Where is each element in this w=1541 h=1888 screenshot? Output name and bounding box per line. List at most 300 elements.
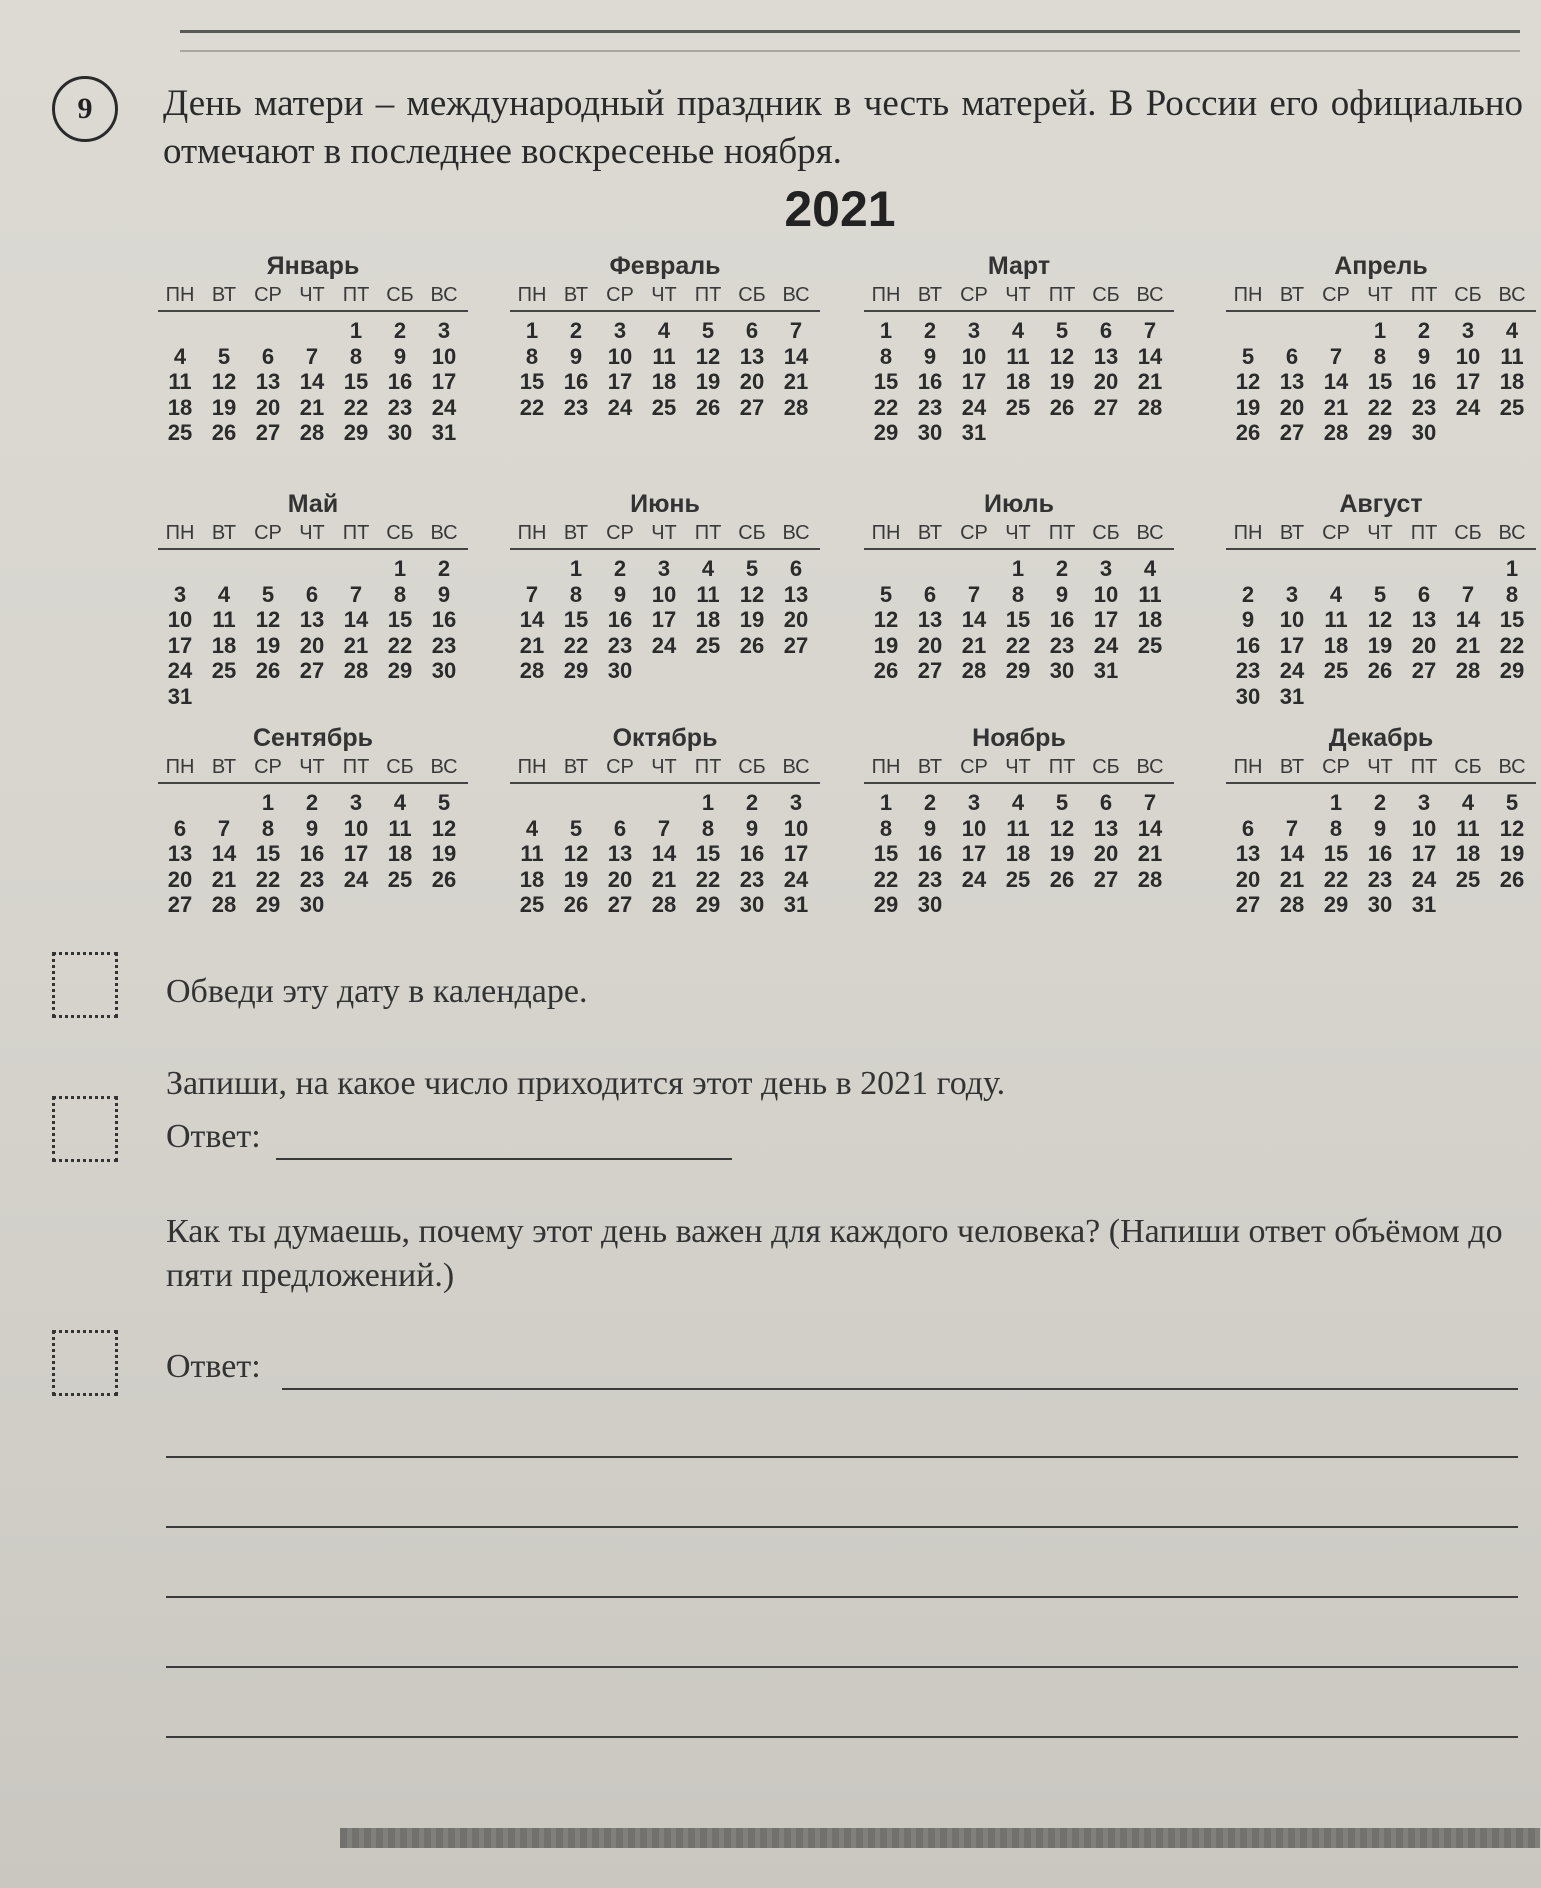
- day-cell[interactable]: 23: [1411, 394, 1437, 420]
- day-cell[interactable]: 8: [261, 815, 275, 841]
- day-cell[interactable]: 6: [1285, 343, 1299, 369]
- day-cell[interactable]: 3: [437, 318, 451, 343]
- day-cell[interactable]: 14: [961, 607, 987, 632]
- day-cell[interactable]: 27: [607, 892, 633, 917]
- day-cell[interactable]: 24: [1411, 866, 1437, 892]
- day-cell[interactable]: 3: [967, 790, 981, 815]
- day-cell[interactable]: 30: [299, 892, 325, 917]
- day-cell[interactable]: 18: [1005, 369, 1031, 394]
- day-cell[interactable]: 20: [607, 866, 633, 892]
- day-cell[interactable]: 15: [873, 369, 899, 394]
- day-cell[interactable]: 5: [745, 556, 759, 581]
- day-cell[interactable]: 18: [1005, 841, 1031, 866]
- day-cell[interactable]: 15: [695, 841, 721, 866]
- day-cell[interactable]: 24: [431, 394, 457, 420]
- day-cell[interactable]: 9: [305, 815, 319, 841]
- day-cell[interactable]: 23: [1235, 658, 1261, 683]
- day-cell[interactable]: 1: [525, 318, 539, 343]
- answer-line-3-1[interactable]: [282, 1388, 1518, 1390]
- day-cell[interactable]: 11: [696, 581, 720, 607]
- day-cell[interactable]: 10: [1411, 815, 1437, 841]
- day-cell[interactable]: 20: [1235, 866, 1261, 892]
- day-cell[interactable]: 2: [1417, 318, 1431, 343]
- day-cell[interactable]: 23: [607, 632, 633, 658]
- day-cell[interactable]: 18: [695, 607, 721, 632]
- day-cell[interactable]: 24: [1093, 632, 1119, 658]
- day-cell[interactable]: 26: [1367, 658, 1393, 683]
- day-cell[interactable]: 12: [1049, 815, 1075, 841]
- day-cell[interactable]: 1: [879, 790, 893, 815]
- day-cell[interactable]: 10: [1093, 581, 1119, 607]
- day-cell[interactable]: 3: [657, 556, 671, 581]
- day-cell[interactable]: 10: [167, 607, 193, 632]
- day-cell[interactable]: 16: [1411, 369, 1437, 394]
- day-cell[interactable]: 16: [917, 841, 943, 866]
- day-cell[interactable]: 29: [1499, 658, 1525, 683]
- day-cell[interactable]: 14: [1279, 841, 1305, 866]
- day-cell[interactable]: 28: [1455, 658, 1481, 683]
- day-cell[interactable]: 9: [1241, 607, 1255, 632]
- day-cell[interactable]: 29: [387, 658, 413, 683]
- day-cell[interactable]: 9: [569, 343, 583, 369]
- day-cell[interactable]: 18: [519, 866, 545, 892]
- day-cell[interactable]: 2: [923, 318, 937, 343]
- day-cell[interactable]: 12: [211, 369, 237, 394]
- day-cell[interactable]: 16: [1049, 607, 1075, 632]
- day-cell[interactable]: 24: [961, 394, 987, 420]
- day-cell[interactable]: 28: [1279, 892, 1305, 917]
- day-cell[interactable]: 13: [1279, 369, 1305, 394]
- day-cell[interactable]: 9: [1417, 343, 1431, 369]
- day-cell[interactable]: 4: [173, 343, 187, 369]
- day-cell[interactable]: 25: [1455, 866, 1481, 892]
- day-cell[interactable]: 24: [607, 394, 633, 420]
- day-cell[interactable]: 18: [211, 632, 237, 658]
- day-cell[interactable]: 9: [923, 343, 937, 369]
- day-cell[interactable]: 27: [1411, 658, 1437, 683]
- day-cell[interactable]: 12: [563, 841, 589, 866]
- day-cell[interactable]: 11: [388, 815, 412, 841]
- day-cell[interactable]: 8: [569, 581, 583, 607]
- day-cell[interactable]: 1: [1329, 790, 1343, 815]
- day-cell[interactable]: 4: [1461, 790, 1475, 815]
- day-cell[interactable]: 21: [299, 394, 325, 420]
- day-cell[interactable]: 4: [1011, 318, 1025, 343]
- day-cell[interactable]: 13: [607, 841, 633, 866]
- day-cell[interactable]: 22: [563, 632, 589, 658]
- day-cell[interactable]: 11: [1006, 343, 1030, 369]
- day-cell[interactable]: 5: [701, 318, 715, 343]
- day-cell[interactable]: 8: [1373, 343, 1387, 369]
- day-cell[interactable]: 18: [387, 841, 413, 866]
- day-cell[interactable]: 23: [431, 632, 457, 658]
- day-cell[interactable]: 6: [305, 581, 319, 607]
- day-cell[interactable]: 30: [917, 892, 943, 917]
- day-cell[interactable]: 6: [1417, 581, 1431, 607]
- day-cell[interactable]: 8: [1505, 581, 1519, 607]
- day-cell[interactable]: 14: [211, 841, 237, 866]
- day-cell[interactable]: 31: [961, 420, 987, 445]
- day-cell[interactable]: 8: [349, 343, 363, 369]
- day-cell[interactable]: 10: [961, 343, 987, 369]
- day-cell[interactable]: 5: [1373, 581, 1387, 607]
- day-cell[interactable]: 25: [167, 420, 193, 445]
- day-cell[interactable]: 23: [1049, 632, 1075, 658]
- day-cell[interactable]: 21: [1137, 841, 1163, 866]
- day-cell[interactable]: 5: [569, 815, 583, 841]
- day-cell[interactable]: 2: [1055, 556, 1069, 581]
- day-cell[interactable]: 24: [1455, 394, 1481, 420]
- day-cell[interactable]: 6: [1099, 318, 1113, 343]
- day-cell[interactable]: 16: [1367, 841, 1393, 866]
- day-cell[interactable]: 25: [211, 658, 237, 683]
- day-cell[interactable]: 12: [1235, 369, 1261, 394]
- day-cell[interactable]: 29: [1323, 892, 1349, 917]
- day-cell[interactable]: 2: [745, 790, 759, 815]
- answer-line-3-2[interactable]: [166, 1456, 1518, 1458]
- day-cell[interactable]: 28: [1323, 420, 1349, 445]
- day-cell[interactable]: 30: [431, 658, 457, 683]
- day-cell[interactable]: 13: [167, 841, 193, 866]
- day-cell[interactable]: 26: [211, 420, 237, 445]
- day-cell[interactable]: 21: [343, 632, 369, 658]
- day-cell[interactable]: 13: [299, 607, 325, 632]
- day-cell[interactable]: 4: [393, 790, 407, 815]
- day-cell[interactable]: 1: [1373, 318, 1387, 343]
- day-cell[interactable]: 6: [613, 815, 627, 841]
- day-cell[interactable]: 29: [343, 420, 369, 445]
- day-cell[interactable]: 1: [261, 790, 275, 815]
- answer-line-3-3[interactable]: [166, 1526, 1518, 1528]
- day-cell[interactable]: 4: [525, 815, 539, 841]
- day-cell[interactable]: 12: [1049, 343, 1075, 369]
- day-cell[interactable]: 15: [343, 369, 369, 394]
- day-cell[interactable]: 29: [1367, 420, 1393, 445]
- day-cell[interactable]: 23: [739, 866, 765, 892]
- day-cell[interactable]: 18: [1323, 632, 1349, 658]
- day-cell[interactable]: 17: [783, 841, 809, 866]
- day-cell[interactable]: 5: [1055, 318, 1069, 343]
- day-cell[interactable]: 26: [873, 658, 899, 683]
- day-cell[interactable]: 30: [917, 420, 943, 445]
- day-cell[interactable]: 6: [1099, 790, 1113, 815]
- day-cell[interactable]: 11: [1006, 815, 1030, 841]
- day-cell[interactable]: 5: [437, 790, 451, 815]
- day-cell[interactable]: 12: [695, 343, 721, 369]
- day-cell[interactable]: 1: [879, 318, 893, 343]
- day-cell[interactable]: 9: [393, 343, 407, 369]
- day-cell[interactable]: 9: [613, 581, 627, 607]
- day-cell[interactable]: 26: [431, 866, 457, 892]
- day-cell[interactable]: 10: [607, 343, 633, 369]
- day-cell[interactable]: 9: [437, 581, 451, 607]
- day-cell[interactable]: 11: [1138, 581, 1162, 607]
- day-cell[interactable]: 26: [1049, 394, 1075, 420]
- day-cell[interactable]: 30: [1367, 892, 1393, 917]
- day-cell[interactable]: 24: [343, 866, 369, 892]
- day-cell[interactable]: 23: [917, 394, 943, 420]
- day-cell[interactable]: 17: [1411, 841, 1437, 866]
- day-cell[interactable]: 30: [739, 892, 765, 917]
- day-cell[interactable]: 14: [1137, 343, 1163, 369]
- day-cell[interactable]: 7: [789, 318, 803, 343]
- day-cell[interactable]: 30: [1235, 683, 1261, 709]
- answer-line-3-4[interactable]: [166, 1596, 1518, 1598]
- day-cell[interactable]: 21: [519, 632, 545, 658]
- day-cell[interactable]: 4: [1143, 556, 1157, 581]
- day-cell[interactable]: 1: [569, 556, 583, 581]
- day-cell[interactable]: 13: [917, 607, 943, 632]
- day-cell[interactable]: 8: [525, 343, 539, 369]
- day-cell[interactable]: 10: [1279, 607, 1305, 632]
- day-cell[interactable]: 13: [783, 581, 809, 607]
- day-cell[interactable]: 8: [393, 581, 407, 607]
- day-cell[interactable]: 2: [1241, 581, 1255, 607]
- day-cell[interactable]: 19: [1367, 632, 1393, 658]
- day-cell[interactable]: 20: [255, 394, 281, 420]
- day-cell[interactable]: 19: [211, 394, 237, 420]
- day-cell[interactable]: 6: [261, 343, 275, 369]
- answer-line-3-5[interactable]: [166, 1666, 1518, 1668]
- day-cell[interactable]: 22: [1499, 632, 1525, 658]
- score-box-1[interactable]: [52, 952, 118, 1018]
- day-cell[interactable]: 2: [613, 556, 627, 581]
- day-cell[interactable]: 10: [961, 815, 987, 841]
- day-cell[interactable]: 3: [173, 581, 187, 607]
- day-cell[interactable]: 18: [167, 394, 193, 420]
- day-cell[interactable]: 15: [255, 841, 281, 866]
- day-cell[interactable]: 24: [167, 658, 193, 683]
- day-cell[interactable]: 3: [1461, 318, 1475, 343]
- day-cell[interactable]: 14: [1323, 369, 1349, 394]
- day-cell[interactable]: 26: [1235, 420, 1261, 445]
- day-cell[interactable]: 18: [651, 369, 677, 394]
- day-cell[interactable]: 9: [1373, 815, 1387, 841]
- day-cell[interactable]: 26: [1499, 866, 1525, 892]
- day-cell[interactable]: 15: [1499, 607, 1525, 632]
- day-cell[interactable]: 31: [431, 420, 457, 445]
- day-cell[interactable]: 6: [923, 581, 937, 607]
- day-cell[interactable]: 2: [305, 790, 319, 815]
- day-cell[interactable]: 23: [563, 394, 589, 420]
- day-cell[interactable]: 3: [349, 790, 363, 815]
- day-cell[interactable]: 9: [1055, 581, 1069, 607]
- day-cell[interactable]: 26: [739, 632, 765, 658]
- day-cell[interactable]: 22: [519, 394, 545, 420]
- day-cell[interactable]: 7: [1461, 581, 1475, 607]
- day-cell[interactable]: 16: [917, 369, 943, 394]
- day-cell[interactable]: 22: [1367, 394, 1393, 420]
- day-cell[interactable]: 11: [652, 343, 676, 369]
- day-cell[interactable]: 21: [211, 866, 237, 892]
- day-cell[interactable]: 17: [961, 369, 987, 394]
- day-cell[interactable]: 8: [701, 815, 715, 841]
- day-cell[interactable]: 7: [1329, 343, 1343, 369]
- day-cell[interactable]: 21: [783, 369, 809, 394]
- day-cell[interactable]: 30: [607, 658, 633, 683]
- day-cell[interactable]: 7: [1285, 815, 1299, 841]
- day-cell[interactable]: 23: [387, 394, 413, 420]
- day-cell[interactable]: 18: [1455, 841, 1481, 866]
- day-cell[interactable]: 12: [873, 607, 899, 632]
- day-cell[interactable]: 7: [305, 343, 319, 369]
- day-cell[interactable]: 30: [1049, 658, 1075, 683]
- day-cell[interactable]: 4: [1329, 581, 1343, 607]
- day-cell[interactable]: 19: [739, 607, 765, 632]
- day-cell[interactable]: 27: [783, 632, 809, 658]
- day-cell[interactable]: 17: [343, 841, 369, 866]
- day-cell[interactable]: 10: [431, 343, 457, 369]
- day-cell[interactable]: 11: [1500, 343, 1524, 369]
- day-cell[interactable]: 13: [255, 369, 281, 394]
- day-cell[interactable]: 1: [349, 318, 363, 343]
- day-cell[interactable]: 4: [1505, 318, 1519, 343]
- day-cell[interactable]: 28: [1137, 866, 1163, 892]
- day-cell[interactable]: 20: [299, 632, 325, 658]
- day-cell[interactable]: 27: [739, 394, 765, 420]
- day-cell[interactable]: 28: [211, 892, 237, 917]
- day-cell[interactable]: 7: [657, 815, 671, 841]
- day-cell[interactable]: 28: [961, 658, 987, 683]
- day-cell[interactable]: 25: [651, 394, 677, 420]
- day-cell[interactable]: 10: [651, 581, 677, 607]
- day-cell[interactable]: 15: [563, 607, 589, 632]
- day-cell[interactable]: 27: [1093, 394, 1119, 420]
- day-cell[interactable]: 29: [873, 892, 899, 917]
- day-cell[interactable]: 16: [431, 607, 457, 632]
- day-cell[interactable]: 16: [607, 607, 633, 632]
- day-cell[interactable]: 16: [563, 369, 589, 394]
- day-cell[interactable]: 22: [1005, 632, 1031, 658]
- day-cell[interactable]: 27: [1093, 866, 1119, 892]
- day-cell[interactable]: 25: [387, 866, 413, 892]
- day-cell[interactable]: 8: [1329, 815, 1343, 841]
- day-cell[interactable]: 4: [1011, 790, 1025, 815]
- day-cell[interactable]: 21: [961, 632, 987, 658]
- day-cell[interactable]: 20: [783, 607, 809, 632]
- day-cell[interactable]: 13: [739, 343, 765, 369]
- day-cell[interactable]: 26: [563, 892, 589, 917]
- day-cell[interactable]: 21: [1455, 632, 1481, 658]
- day-cell[interactable]: 19: [1499, 841, 1525, 866]
- day-cell[interactable]: 10: [783, 815, 809, 841]
- day-cell[interactable]: 17: [1455, 369, 1481, 394]
- day-cell[interactable]: 22: [873, 866, 899, 892]
- day-cell[interactable]: 4: [217, 581, 231, 607]
- day-cell[interactable]: 7: [1143, 318, 1157, 343]
- day-cell[interactable]: 3: [1285, 581, 1299, 607]
- day-cell[interactable]: 23: [1367, 866, 1393, 892]
- day-cell[interactable]: 20: [739, 369, 765, 394]
- day-cell[interactable]: 13: [1411, 607, 1437, 632]
- day-cell[interactable]: 12: [1499, 815, 1525, 841]
- day-cell[interactable]: 1: [1505, 556, 1519, 581]
- answer-line-3-6[interactable]: [166, 1736, 1518, 1738]
- day-cell[interactable]: 28: [299, 420, 325, 445]
- day-cell[interactable]: 20: [167, 866, 193, 892]
- day-cell[interactable]: 14: [651, 841, 677, 866]
- day-cell[interactable]: 23: [917, 866, 943, 892]
- day-cell[interactable]: 31: [1093, 658, 1119, 683]
- answer-line-2[interactable]: [276, 1158, 732, 1160]
- day-cell[interactable]: 7: [349, 581, 363, 607]
- day-cell[interactable]: 16: [1235, 632, 1261, 658]
- day-cell[interactable]: 19: [695, 369, 721, 394]
- day-cell[interactable]: 3: [1417, 790, 1431, 815]
- day-cell[interactable]: 29: [255, 892, 281, 917]
- day-cell[interactable]: 14: [783, 343, 809, 369]
- day-cell[interactable]: 31: [783, 892, 809, 917]
- day-cell[interactable]: 15: [873, 841, 899, 866]
- day-cell[interactable]: 25: [519, 892, 545, 917]
- day-cell[interactable]: 23: [299, 866, 325, 892]
- day-cell[interactable]: 22: [695, 866, 721, 892]
- day-cell[interactable]: 20: [1093, 369, 1119, 394]
- day-cell[interactable]: 13: [1235, 841, 1261, 866]
- day-cell[interactable]: 12: [255, 607, 281, 632]
- day-cell[interactable]: 27: [167, 892, 193, 917]
- day-cell[interactable]: 20: [917, 632, 943, 658]
- day-cell[interactable]: 14: [299, 369, 325, 394]
- day-cell[interactable]: 25: [695, 632, 721, 658]
- day-cell[interactable]: 30: [387, 420, 413, 445]
- day-cell[interactable]: 31: [1411, 892, 1437, 917]
- day-cell[interactable]: 22: [873, 394, 899, 420]
- day-cell[interactable]: 20: [1093, 841, 1119, 866]
- day-cell[interactable]: 27: [1279, 420, 1305, 445]
- day-cell[interactable]: 27: [299, 658, 325, 683]
- day-cell[interactable]: 12: [431, 815, 457, 841]
- day-cell[interactable]: 22: [387, 632, 413, 658]
- day-cell[interactable]: 21: [651, 866, 677, 892]
- day-cell[interactable]: 28: [343, 658, 369, 683]
- day-cell[interactable]: 19: [563, 866, 589, 892]
- day-cell[interactable]: 11: [1456, 815, 1480, 841]
- day-cell[interactable]: 15: [1005, 607, 1031, 632]
- day-cell[interactable]: 14: [1455, 607, 1481, 632]
- day-cell[interactable]: 1: [701, 790, 715, 815]
- day-cell[interactable]: 11: [520, 841, 544, 866]
- day-cell[interactable]: 31: [1279, 683, 1305, 709]
- day-cell[interactable]: 17: [651, 607, 677, 632]
- day-cell[interactable]: 2: [1373, 790, 1387, 815]
- day-cell[interactable]: 8: [879, 343, 893, 369]
- day-cell[interactable]: 18: [1499, 369, 1525, 394]
- day-cell[interactable]: 29: [873, 420, 899, 445]
- day-cell[interactable]: 11: [212, 607, 236, 632]
- day-cell[interactable]: 5: [261, 581, 275, 607]
- day-cell[interactable]: 29: [1005, 658, 1031, 683]
- day-cell[interactable]: 11: [168, 369, 192, 394]
- day-cell[interactable]: 17: [431, 369, 457, 394]
- score-box-3[interactable]: [52, 1330, 118, 1396]
- day-cell[interactable]: 3: [789, 790, 803, 815]
- day-cell[interactable]: 25: [1323, 658, 1349, 683]
- day-cell[interactable]: 4: [657, 318, 671, 343]
- day-cell[interactable]: 25: [1137, 632, 1163, 658]
- day-cell[interactable]: 14: [1137, 815, 1163, 841]
- day-cell[interactable]: 29: [563, 658, 589, 683]
- day-cell[interactable]: 6: [789, 556, 803, 581]
- day-cell[interactable]: 27: [917, 658, 943, 683]
- day-cell[interactable]: 12: [1367, 607, 1393, 632]
- day-cell[interactable]: 14: [519, 607, 545, 632]
- day-cell[interactable]: 30: [1411, 420, 1437, 445]
- day-cell[interactable]: 2: [923, 790, 937, 815]
- day-cell[interactable]: 5: [1241, 343, 1255, 369]
- day-cell[interactable]: 19: [1235, 394, 1261, 420]
- day-cell[interactable]: 26: [695, 394, 721, 420]
